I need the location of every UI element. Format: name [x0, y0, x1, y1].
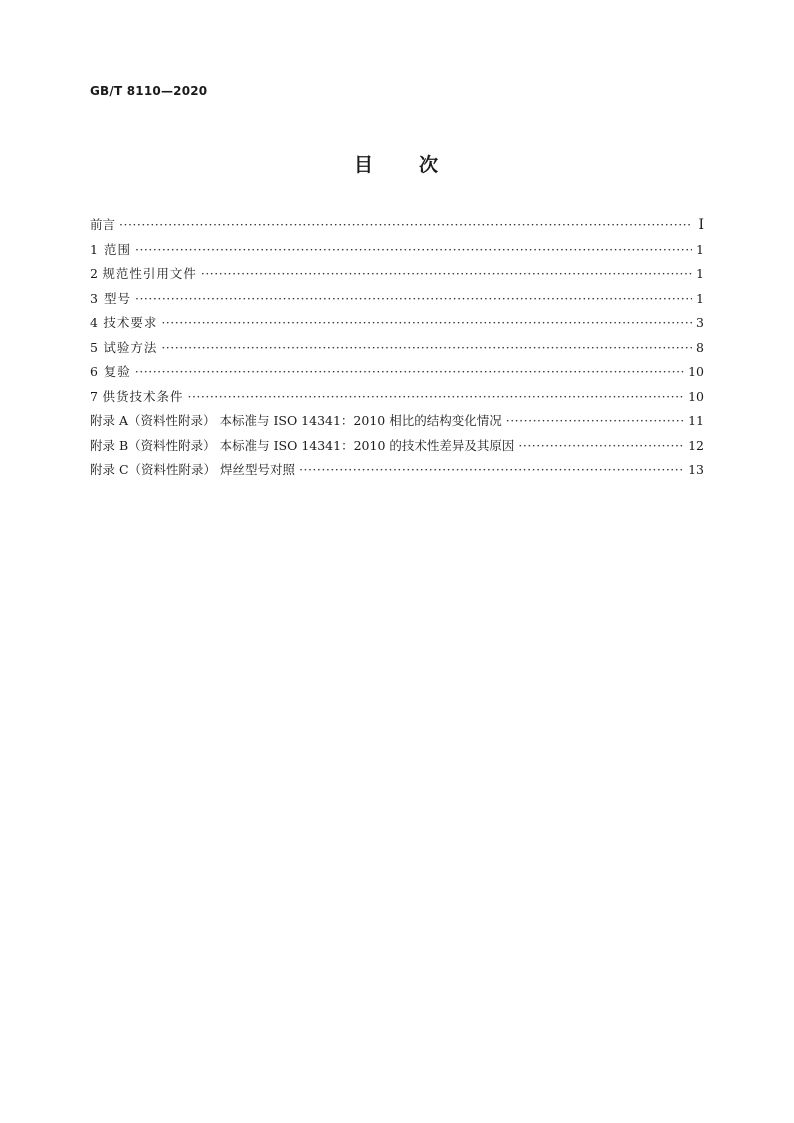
toc-entry-annex-c[interactable]	[90, 460, 704, 485]
toc-entry-number: 3	[90, 290, 98, 306]
toc-entry-supply-conditions[interactable]	[90, 387, 704, 412]
toc-entry-number: 5	[90, 339, 98, 355]
dot-leader	[135, 364, 684, 379]
toc-entry-title: 复验	[103, 364, 131, 379]
toc-entry-page: 1	[696, 290, 704, 306]
standard-code: GB/T 8110—2020	[90, 84, 208, 98]
toc-entry-title: 附录 C（资料性附录） 焊丝型号对照	[90, 462, 296, 477]
toc-entry-page: 12	[688, 437, 704, 453]
toc-entry-page: Ⅰ	[698, 217, 704, 233]
toc-entry-title: 型号	[103, 290, 131, 306]
toc-entry-annex-b[interactable]	[90, 436, 704, 461]
toc-entry-number: 4	[90, 315, 98, 330]
toc-entry-page: 11	[688, 413, 704, 428]
toc-entry-annex-a[interactable]	[90, 411, 704, 436]
toc-entry-number: 2	[90, 266, 98, 281]
toc-entry-title: 规范性引用文件	[102, 266, 197, 281]
toc-entry-retest[interactable]	[90, 362, 704, 387]
toc-entry-normative-references[interactable]	[90, 264, 704, 289]
toc-entry-page: 10	[688, 388, 704, 404]
dot-leader	[506, 413, 684, 428]
toc-list	[90, 215, 704, 485]
toc-entry-title: 范围	[103, 241, 131, 257]
toc-entry-number: 7	[90, 388, 98, 404]
toc-entry-page: 3	[696, 315, 704, 330]
toc-title	[0, 150, 794, 177]
dot-leader	[201, 266, 692, 281]
toc-entry-foreword[interactable]	[90, 215, 704, 240]
toc-entry-scope[interactable]	[90, 240, 704, 265]
dot-leader	[299, 462, 684, 477]
dot-leader	[135, 242, 692, 257]
toc-entry-page: 10	[688, 364, 704, 379]
toc-entry-page: 1	[696, 241, 704, 257]
toc-entry-title: 试验方法	[103, 339, 158, 355]
dot-leader	[161, 315, 692, 330]
toc-entry-title: 技术要求	[103, 315, 158, 330]
toc-entry-page: 1	[696, 266, 704, 281]
toc-entry-title: 供货技术条件	[102, 388, 184, 404]
toc-title-part1: 目	[353, 154, 375, 176]
toc-entry-test-methods[interactable]	[90, 338, 704, 363]
toc-entry-model[interactable]	[90, 289, 704, 314]
toc-title-part2: 次	[419, 154, 441, 176]
dot-leader	[161, 340, 692, 355]
dot-leader	[119, 217, 692, 232]
dot-leader	[187, 389, 684, 404]
dot-leader	[135, 291, 692, 306]
toc-entry-technical-requirements[interactable]	[90, 313, 704, 338]
toc-entry-number: 6	[90, 364, 98, 379]
toc-entry-title: 附录 A（资料性附录） 本标准与 ISO 14341：2010 相比的结构变化情况	[90, 413, 502, 428]
toc-entry-page: 13	[688, 462, 704, 477]
toc-entry-title: 附录 B（资料性附录） 本标准与 ISO 14341：2010 的技术性差异及其原因	[90, 437, 515, 453]
toc-entry-title: 前言	[90, 217, 116, 232]
toc-entry-number: 1	[90, 241, 98, 257]
dot-leader	[518, 438, 684, 453]
toc-entry-page: 8	[696, 339, 704, 355]
